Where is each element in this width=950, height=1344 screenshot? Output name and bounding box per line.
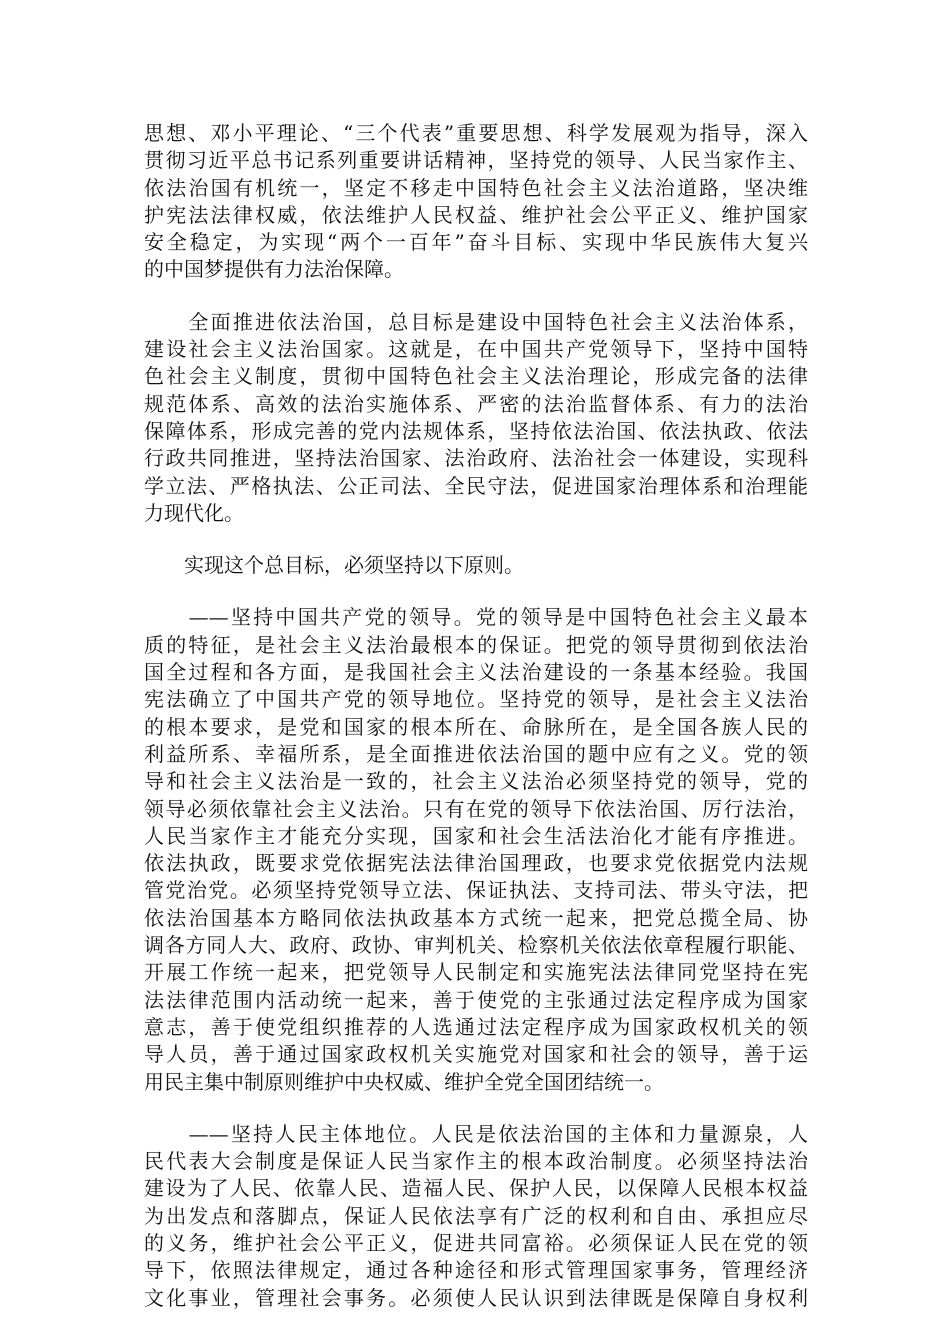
text-line: 贯彻习近平总书记系列重要讲话精神，坚持党的领导、人民当家作主、 — [144, 148, 808, 173]
text-line: 行政共同推进，坚持法治国家、法治政府、法治社会一体建设，实现科 — [144, 446, 808, 471]
text-line: ——坚持中国共产党的领导。党的领导是中国特色社会主义最本 — [144, 605, 808, 630]
text-line: 用民主集中制原则维护中央权威、维护全党全国团结统一。 — [144, 1069, 664, 1094]
text-line: 调各方同人大、政府、政协、审判机关、检察机关依法依章程履行职能、 — [144, 933, 808, 958]
text-line: 为出发点和落脚点，保证人民依法享有广泛的权利和自由、承担应尽 — [144, 1203, 808, 1228]
text-line: 利益所系、幸福所系，是全面推进依法治国的题中应有之义。党的领 — [144, 741, 808, 766]
paragraph — [144, 1121, 808, 1312]
text-line: 宪法确立了中国共产党的领导地位。坚持党的领导，是社会主义法治 — [144, 687, 808, 712]
text-line: 建设为了人民、依靠人民、造福人民、保护人民，以保障人民根本权益 — [144, 1176, 808, 1201]
text-line: 导人员，善于通过国家政权机关实施党对国家和社会的领导，善于运 — [144, 1042, 808, 1067]
text-line: 导下，依照法律规定，通过各种途径和形式管理国家事务，管理经济 — [144, 1258, 808, 1283]
text-line: 的义务，维护社会公平正义，促进共同富裕。必须保证人民在党的领 — [144, 1230, 808, 1255]
text-line: 的中国梦提供有力法治保障。 — [144, 257, 404, 282]
text-line: 规范体系、高效的法治实施体系、严密的法治监督体系、有力的法治 — [144, 391, 808, 416]
text-line: 建设社会主义法治国家。这就是，在中国共产党领导下，坚持中国特 — [144, 337, 808, 362]
text-line: 质的特征，是社会主义法治最根本的保证。把党的领导贯彻到依法治 — [144, 632, 808, 657]
text-line: 民代表大会制度是保证人民当家作主的根本政治制度。必须坚持法治 — [144, 1149, 808, 1174]
paragraph — [144, 552, 808, 579]
text-line: 力现代化。 — [144, 500, 244, 525]
paragraph — [144, 309, 808, 527]
text-line: 保障体系，形成完善的党内法规体系，坚持依法治国、依法执政、依法 — [144, 418, 808, 443]
document-page — [144, 120, 808, 1337]
text-line: 依法执政，既要求党依据宪法法律治国理政，也要求党依据党内法规 — [144, 851, 808, 876]
text-line: 的根本要求，是党和国家的根本所在、命脉所在，是全国各族人民的 — [144, 714, 808, 739]
text-line: 全面推进依法治国，总目标是建设中国特色社会主义法治体系， — [144, 309, 808, 334]
text-line: 实现这个总目标，必须坚持以下原则。 — [144, 553, 524, 578]
text-line: 导和社会主义法治是一致的，社会主义法治必须坚持党的领导，党的 — [144, 769, 808, 794]
paragraph — [144, 120, 808, 284]
text-line: 人民当家作主才能充分实现，国家和社会生活法治化才能有序推进。 — [144, 823, 808, 848]
paragraph — [144, 604, 808, 1095]
text-line: 文化事业，管理社会事务。必须使人民认识到法律既是保障自身权利 — [144, 1285, 808, 1310]
text-line: 开展工作统一起来，把党领导人民制定和实施宪法法律同党坚持在宪 — [144, 960, 808, 985]
text-line: 意志，善于使党组织推荐的人选通过法定程序成为国家政权机关的领 — [144, 1014, 808, 1039]
text-line: 学立法、严格执法、公正司法、全民守法，促进国家治理体系和治理能 — [144, 473, 808, 498]
text-line: 安全稳定，为实现“两个一百年”奋斗目标、实现中华民族伟大复兴 — [144, 230, 808, 255]
text-line: ——坚持人民主体地位。人民是依法治国的主体和力量源泉，人 — [144, 1121, 808, 1146]
text-line: 法法律范围内活动统一起来，善于使党的主张通过法定程序成为国家 — [144, 987, 808, 1012]
text-line: 依法治国基本方略同依法执政基本方式统一起来，把党总揽全局、协 — [144, 905, 808, 930]
text-line: 领导必须依靠社会主义法治。只有在党的领导下依法治国、厉行法治， — [144, 796, 808, 821]
text-line: 管党治党。必须坚持党领导立法、保证执法、支持司法、带头守法，把 — [144, 878, 808, 903]
text-line: 色社会主义制度，贯彻中国特色社会主义法治理论，形成完备的法律 — [144, 364, 808, 389]
text-line: 思想、邓小平理论、“三个代表”重要思想、科学发展观为指导，深入 — [144, 121, 808, 145]
text-line: 依法治国有机统一，坚定不移走中国特色社会主义法治道路，坚决维 — [144, 175, 808, 200]
text-line: 护宪法法律权威，依法维护人民权益、维护社会公平正义、维护国家 — [144, 202, 808, 227]
text-line: 国全过程和各方面，是我国社会主义法治建设的一条基本经验。我国 — [144, 660, 808, 685]
